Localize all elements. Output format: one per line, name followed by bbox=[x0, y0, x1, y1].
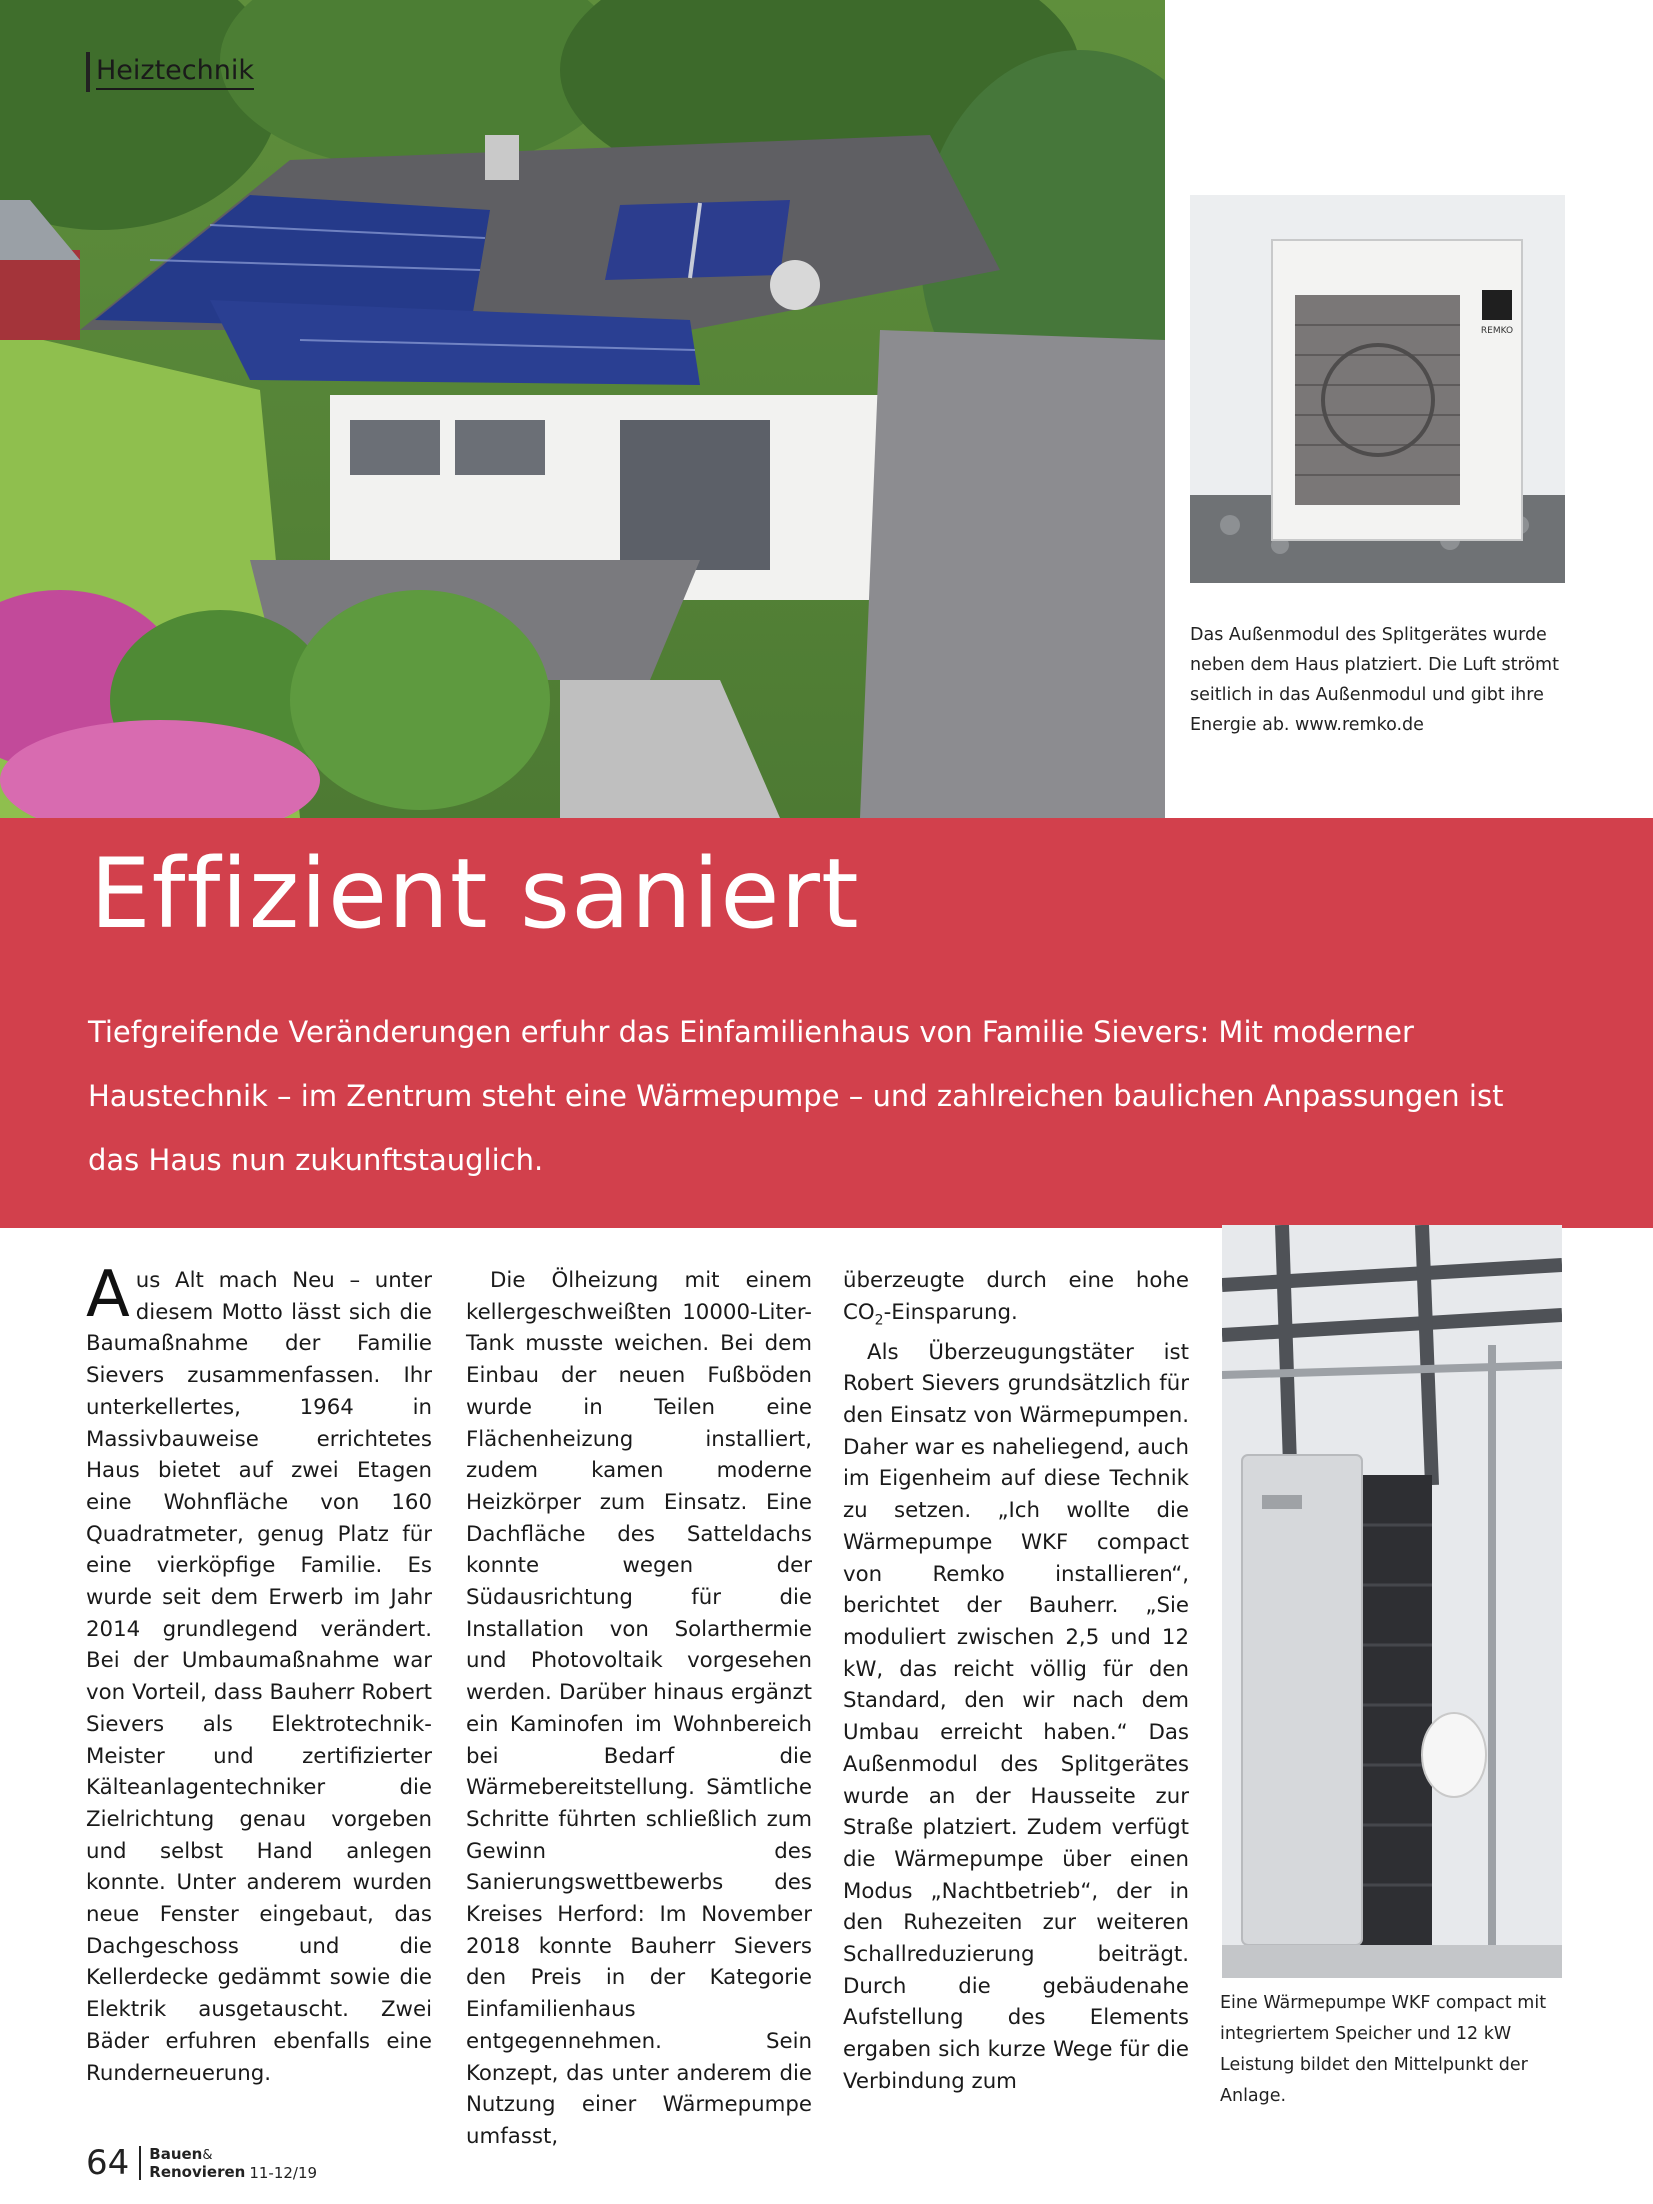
article-lead: Tiefgreifende Veränderungen erfuhr das Einfamilienhaus von Familie Sievers: Mit moderner Haustechnik – im Zentrum steht eine Wärmepumpe – und zahlreichen baulichen Anpassungen ist das Haus nun zukunftstauglich. bbox=[88, 1015, 1504, 1177]
page-footer bbox=[86, 2140, 317, 2185]
unit-brand-label: REMKO bbox=[1480, 326, 1514, 336]
heat-pump-photo bbox=[1222, 1225, 1562, 1978]
hero-house-photo bbox=[0, 0, 1165, 818]
magazine-logo bbox=[149, 2146, 245, 2180]
page-number: 64 bbox=[86, 2142, 130, 2183]
paragraph-fragment: -Einsparung. bbox=[883, 1299, 1018, 1325]
paragraph-fragment: überzeugte durch eine hohe CO bbox=[843, 1268, 1189, 1325]
magazine-name-line2: Renovieren bbox=[149, 2162, 246, 2181]
body-column-2 bbox=[466, 1265, 812, 2153]
paragraph: Als Überzeugungstäter ist Robert Sievers grundsätzlich für den Einsatz von Wärmepumpen. Daher war es naheliegend, auch im Eigenheim auf diese Technik zu setzen. „Ich wollte die Wärmepumpe WKF compact von Remko installieren“, berichtet der Bauherr. „Sie moduliert zwischen 2,5 und 12 kW, das reicht völlig für den Standard, den wir nach dem Umbau erreicht haben.“ Das Außenmodul des Splitgerätes wurde an der Hausseite zur Straße platziert. Zudem verfügt die Wärmepumpe über einen Modus „Nachtbetrieb“, der in den Ruhezeiten zur weiteren Schallreduzierung beiträgt. Durch die gebäudenahe Aufstellung des Elements ergaben sich kurze Wege für die Verbindung zum bbox=[843, 1339, 1189, 2094]
article-headline: Effizient saniert bbox=[90, 838, 860, 950]
co2-subscript: 2 bbox=[874, 1311, 884, 1328]
drop-cap: A bbox=[86, 1258, 130, 1332]
section-label: Heiztechnik bbox=[96, 55, 254, 90]
magazine-ampersand: & bbox=[202, 2147, 213, 2163]
magazine-name-line1: Bauen bbox=[149, 2144, 203, 2163]
section-tag bbox=[86, 50, 254, 94]
issue-number: 11-12/19 bbox=[249, 2164, 318, 2182]
body-column-1 bbox=[86, 1258, 432, 2089]
heat-pump-caption: Eine Wärmepumpe WKF compact mit integriertem Speicher und 12 kW Leistung bildet den Mittelpunkt der Anlage. bbox=[1220, 1993, 1547, 2106]
paragraph: us Alt mach Neu – unter diesem Motto lässt sich die Baumaßnahme der Familie Sievers zusammenfassen. Ihr unterkellertes, 1964 in Massivbauweise errichtetes Haus bietet auf zwei Etagen eine Wohnfläche von 160 Quadratmeter, genug Platz für eine vierköpfige Familie. Es wurde seit dem Erwerb im Jahr 2014 grundlegend verändert. Bei der Umbaumaßnahme war von Vorteil, dass Bauherr Robert Sievers als Elektrotechnik-Meister und zertifizierter Kälteanlagentechniker die Zielrichtung genau vorgeben und selbst Hand anlegen konnte. Unter anderem wurden neue Fenster eingebaut, das Dachgeschoss und die Kellerdecke gedämmt sowie die Elektrik ausgetauscht. Zwei Bäder erfuhren ebenfalls eine Runderneuerung. bbox=[86, 1268, 432, 2086]
body-column-3 bbox=[843, 1265, 1189, 2098]
outdoor-unit-caption: Das Außenmodul des Splitgerätes wurde neben dem Haus platziert. Die Luft strömt seitlich in das Außenmodul und gibt ihre Energie ab. www.remko.de bbox=[1190, 625, 1559, 735]
footer-separator bbox=[139, 2146, 141, 2180]
outdoor-unit-photo bbox=[1190, 195, 1565, 583]
section-tag-bar bbox=[86, 52, 90, 92]
paragraph: Die Ölheizung mit einem kellergeschweißten 10000-Liter-Tank musste weichen. Bei dem Einbau der neuen Fußböden wurde in Teilen eine Flächenheizung installiert, zudem kamen moderne Heizkörper zum Einsatz. Eine Dachfläche des Satteldachs konnte wegen der Südausrichtung für die Installation von Solarthermie und Photovoltaik vorgesehen werden. Darüber hinaus ergänzt ein Kaminofen im Wohnbereich bei Bedarf die Wärmebereitstellung. Sämtliche Schritte führten schließlich zum Gewinn des Sanierungswettbewerbs des Kreises Herford: Im November 2018 konnte Bauherr Sievers den Preis in der Kategorie Einfamilienhaus entgegennehmen. Sein Konzept, das unter anderem die Nutzung einer Wärmepumpe umfasst, bbox=[466, 1268, 812, 2149]
